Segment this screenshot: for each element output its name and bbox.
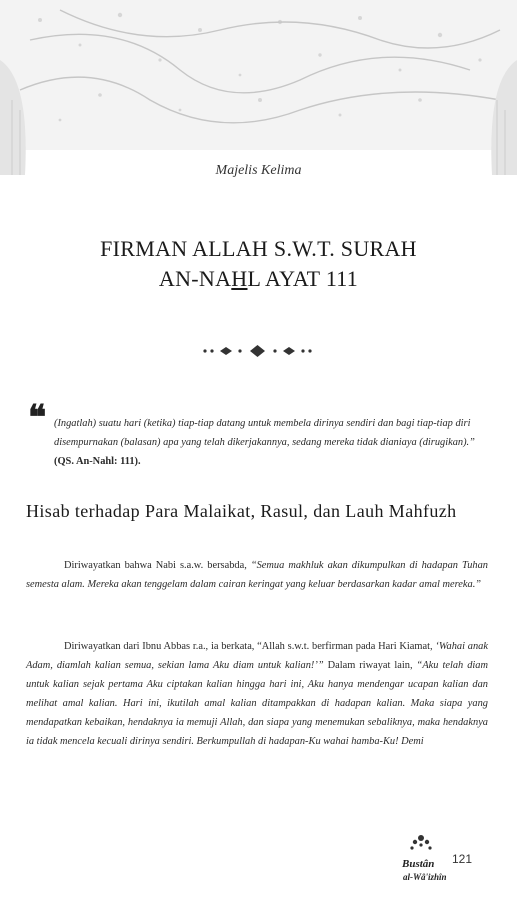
paragraph-2-mid: Dalam riwayat lain, (323, 660, 417, 671)
ornamental-divider (200, 343, 315, 359)
title-line-2-prefix: AN-NA (158, 266, 232, 291)
quran-quote (54, 414, 490, 471)
paragraph-2-lead: Diriwayatkan dari Ibnu Abbas r.a., ia berkata, “Allah s.w.t. berfirman pada Hari Kiamat, (64, 641, 436, 652)
section-heading: Hisab terhadap Para Malaikat, Rasul, dan Lauh Mahfuzh (26, 501, 457, 521)
page-number: 121 (452, 852, 473, 866)
title-line-2-underlined: H (231, 266, 248, 291)
quote-reference: (QS. An-Nahl: 111). (54, 456, 141, 467)
quote-text: suatu hari (ketika) tiap-tiap datang untuk membela dirinya sendiri dan bagi tiap-tiap diri disempurnakan (balasan) apa yang telah dikerjakannya, sedang mereka tidak dianiaya (dirugikan).” (54, 418, 475, 448)
paragraph-1-lead: Diriwayatkan bahwa Nabi s.a.w. bersabda, (64, 560, 251, 571)
title-line-2 (0, 264, 517, 294)
paragraph-2-italic-2: “Aku telah diam untuk kalian sejak pertama Aku ciptakan kalian hingga hari ini, Aku hanya mendengar ucapan kalian dan melihat amal kalian. Hari ini, ikutilah amal kalian ditampakkan di hadapan kalian. Maka siapa yang mendapatkan kebaikan, hendaknya ia memuji Allah, dan siapa yang menemukan sebaliknya, maka hendaknya ia tidak mencela kecuali dirinya sendiri. Berkumpullah di hadapan-Ku wahai hamba-Ku! Demi (26, 660, 488, 747)
chapter-label: Majelis Kelima (215, 163, 302, 178)
paragraph-1-italic: “Semua makhluk akan dikumpulkan di hadapan Tuhan semesta alam. Mereka akan tenggelam dalam cairan keringat yang keluar berdasarkan kadar amal mereka.” (26, 560, 489, 590)
quote-lead: (Ingatlah) (54, 418, 97, 429)
page-title (0, 234, 517, 294)
quote-mark-icon: ❝ (28, 400, 47, 437)
logo-subtitle: al-Wâ'izhîn (403, 872, 447, 882)
logo-name: Bustân (402, 858, 435, 870)
paragraph-2-italic-1: ‘Wahai anak Adam, diamlah kalian semua, sekian lama Aku diam untuk kalian!’” (26, 641, 488, 671)
header-ornament (0, 0, 517, 175)
paragraph-1 (26, 556, 488, 594)
title-line-2-suffix: L AYAT 111 (247, 266, 359, 291)
title-line-1: FIRMAN ALLAH S.W.T. SURAH (100, 236, 417, 261)
paragraph-2 (26, 637, 488, 751)
